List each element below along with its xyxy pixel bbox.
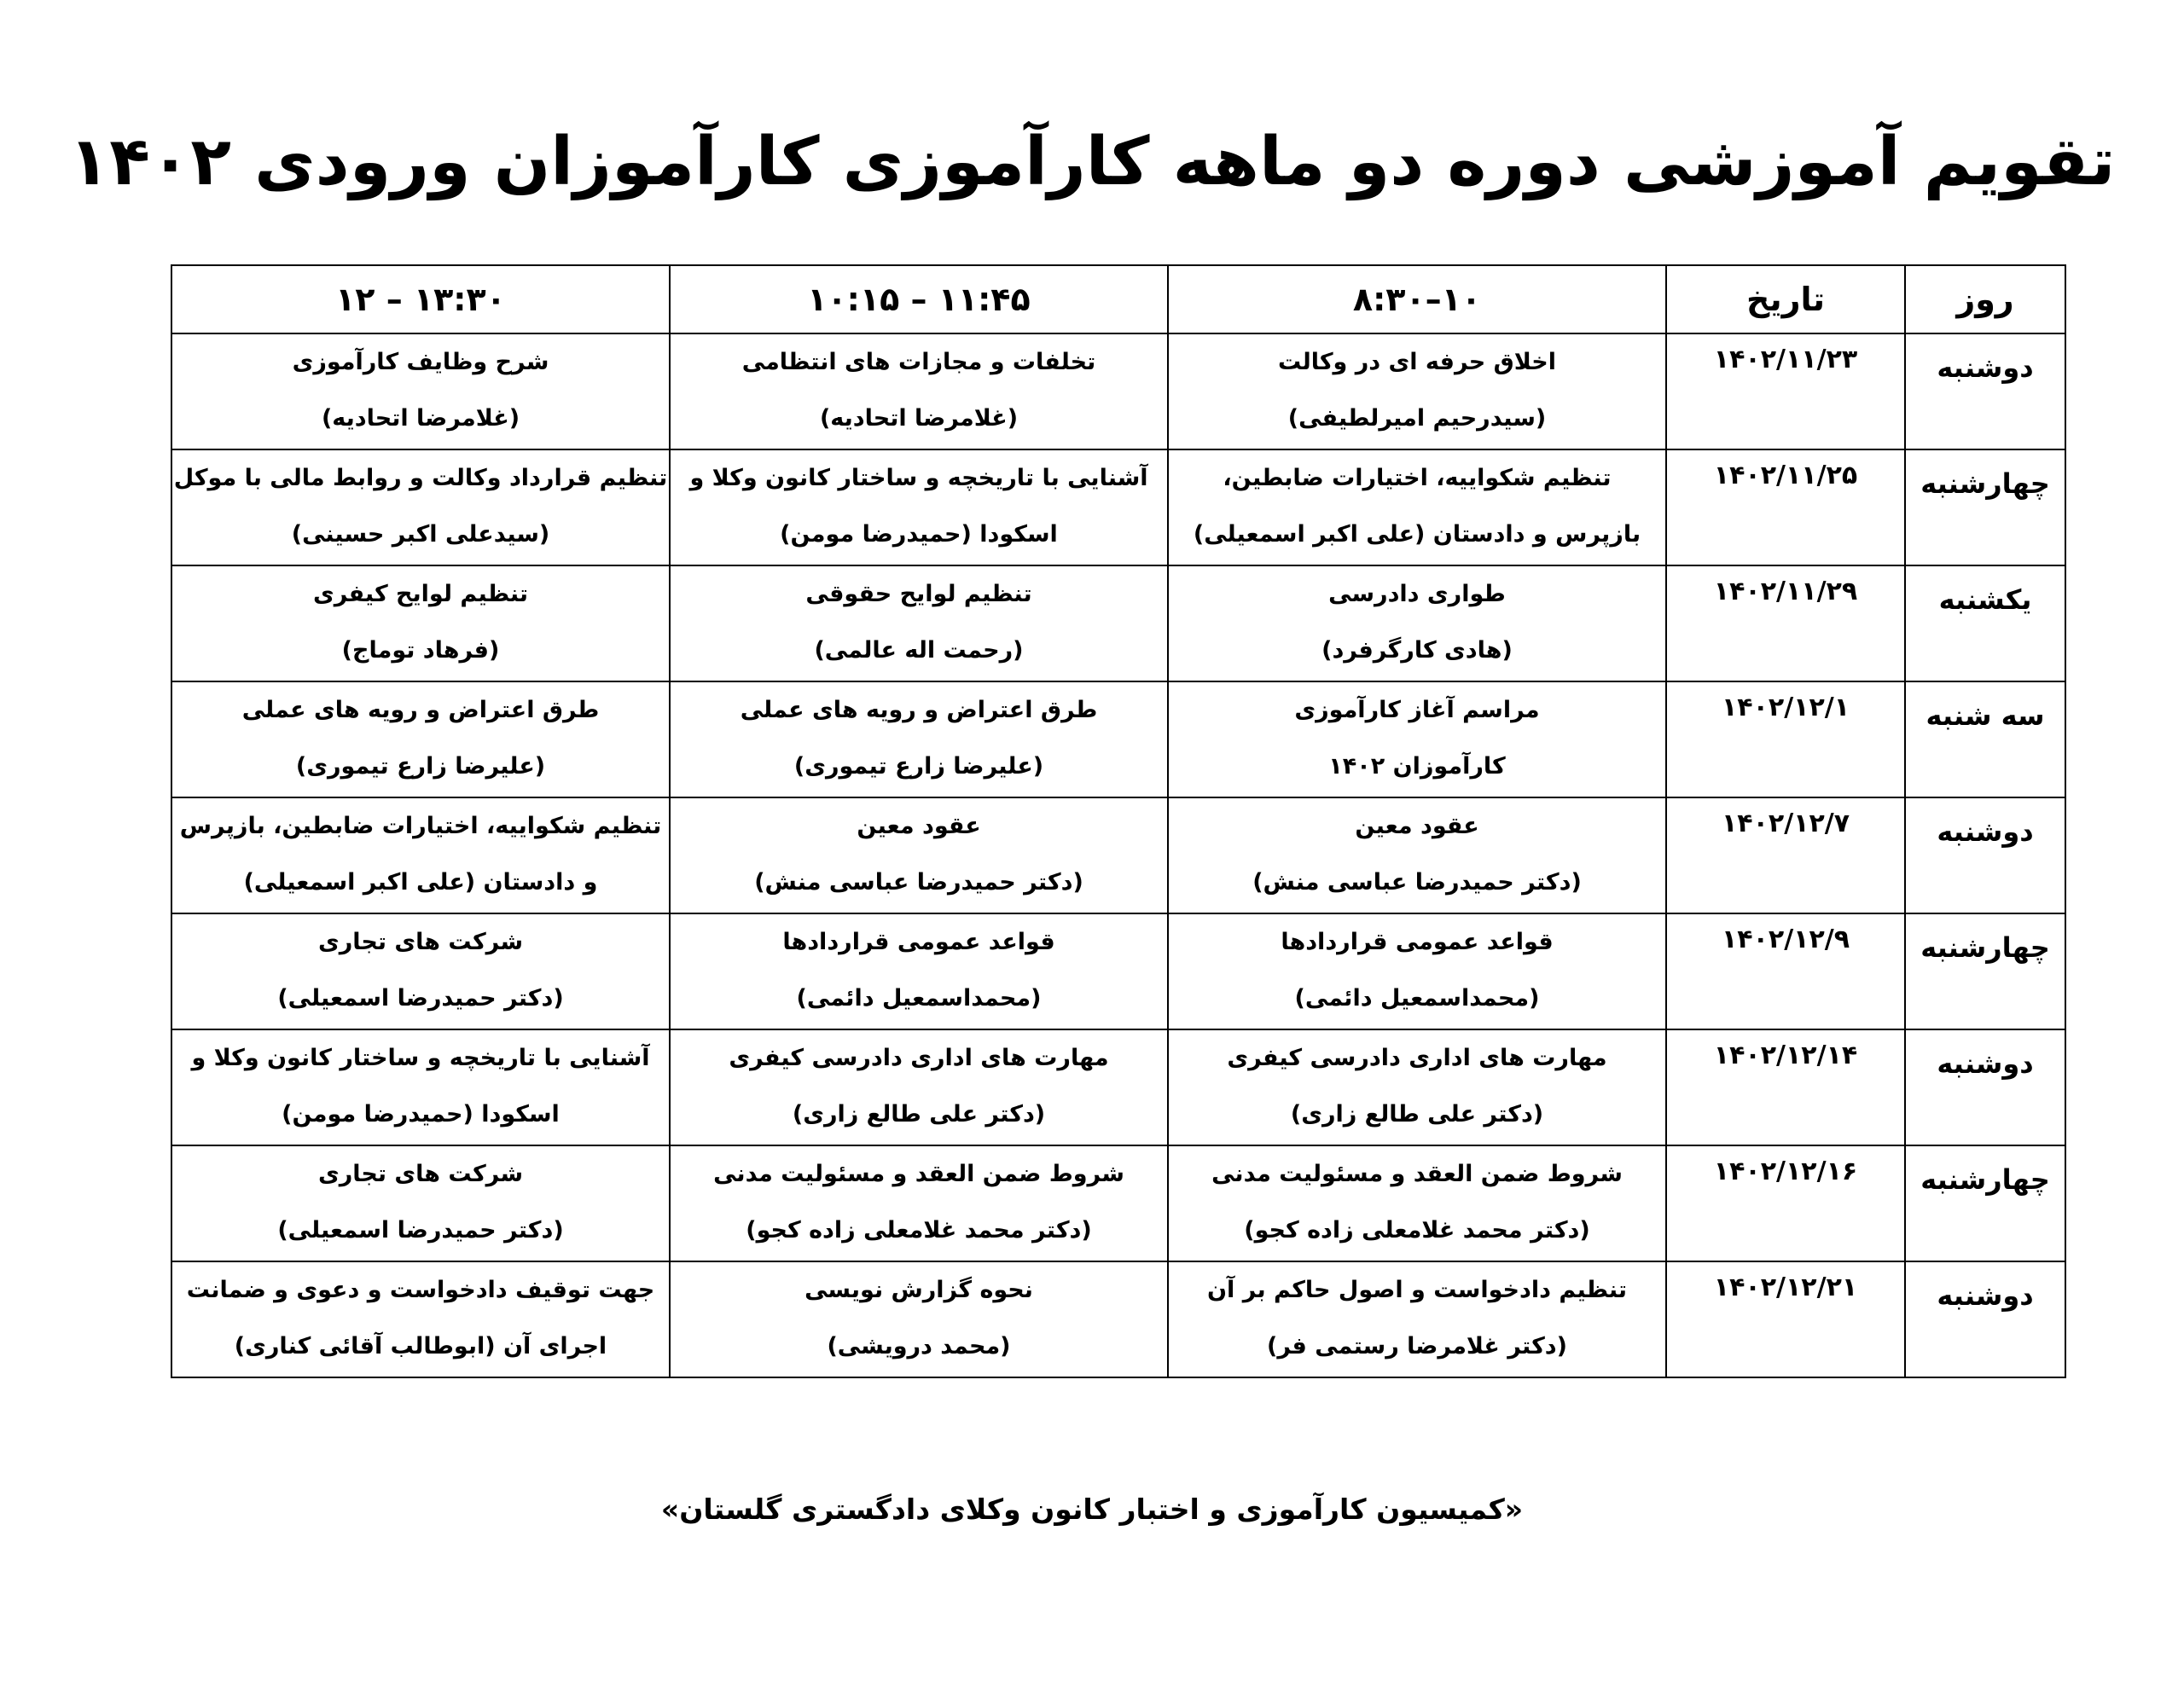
day-label: چهارشنبه — [1920, 467, 2050, 500]
day-label: دوشنبه — [1937, 1047, 2034, 1080]
day-cell — [1905, 333, 2065, 449]
session-cell-slot-2 — [670, 681, 1168, 797]
date-cell — [1666, 913, 1905, 1029]
session-cell-slot-1 — [1168, 449, 1666, 565]
session-topic: تنظیم شکواییه، اختیارات ضابطین، — [1223, 465, 1612, 491]
date-cell — [1666, 1029, 1905, 1145]
session-topic: طرق اعتراض و رویه های عملی — [740, 697, 1098, 723]
day-cell — [1905, 1145, 2065, 1261]
page-title: تقویم آموزشی دوره دو ماهه کارآموزی کارآموزان ورودی ۱۴۰۲ — [68, 124, 2116, 200]
session-instructor: اجرای آن (ابوطالب آقائی کناری) — [234, 1333, 607, 1359]
session-cell-slot-2 — [670, 1261, 1168, 1377]
session-instructor: (دکتر حمیدرضا عباسی منش) — [1252, 869, 1582, 896]
session-cell-slot-1 — [1168, 797, 1666, 913]
session-cell-slot-1 — [1168, 913, 1666, 1029]
date-cell — [1666, 449, 1905, 565]
session-topic: اخلاق حرفه ای در وکالت — [1277, 349, 1556, 375]
session-topic: شروط ضمن العقد و مسئولیت مدنی — [713, 1161, 1124, 1187]
date-cell — [1666, 797, 1905, 913]
day-label: چهارشنبه — [1920, 931, 2050, 964]
day-cell — [1905, 913, 2065, 1029]
session-cell-slot-3 — [171, 1261, 670, 1377]
date-label: ۱۴۰۲/۱۲/۲۱ — [1713, 1272, 1858, 1302]
session-instructor: کارآموزان ۱۴۰۲ — [1328, 753, 1506, 780]
day-label: دوشنبه — [1937, 815, 2034, 848]
session-topic: تنظیم لوایح حقوقی — [805, 581, 1032, 607]
header-slot-2-label: ۱۰:۱۵ – ۱۱:۴۵ — [807, 281, 1031, 318]
table-row — [171, 681, 2065, 797]
date-label: ۱۴۰۲/۱۱/۲۹ — [1713, 577, 1858, 606]
table-row — [171, 449, 2065, 565]
session-topic: مراسم آغاز کارآموزی — [1294, 697, 1540, 723]
day-cell — [1905, 565, 2065, 681]
table-row — [171, 1145, 2065, 1261]
session-cell-slot-3 — [171, 797, 670, 913]
date-cell — [1666, 333, 1905, 449]
schedule-body — [171, 333, 2065, 1377]
table-row — [171, 1261, 2065, 1377]
session-topic: طرق اعتراض و رویه های عملی — [241, 697, 600, 723]
session-topic: تنظیم لوایح کیفری — [312, 581, 529, 607]
session-instructor: و دادستان (علی اکبر اسمعیلی) — [243, 869, 598, 896]
date-label: ۱۴۰۲/۱۱/۲۳ — [1713, 345, 1858, 374]
session-cell-slot-3 — [171, 1029, 670, 1145]
day-cell — [1905, 1261, 2065, 1377]
session-topic: تنظیم دادخواست و اصول حاکم بر آن — [1207, 1277, 1627, 1303]
session-cell-slot-2 — [670, 913, 1168, 1029]
session-instructor: اسکودا (حمیدرضا مومن) — [780, 521, 1058, 548]
date-cell — [1666, 1261, 1905, 1377]
header-date: تاریخ — [1666, 265, 1905, 333]
session-instructor: (دکتر حمیدرضا اسمعیلی) — [277, 1217, 564, 1244]
date-label: ۱۴۰۲/۱۲/۷ — [1721, 809, 1850, 838]
header-slot-1-label: ۸:۳۰–۱۰ — [1352, 281, 1482, 318]
session-instructor: (محمد درویشی) — [827, 1333, 1011, 1359]
session-cell-slot-2 — [670, 1145, 1168, 1261]
table-row — [171, 333, 2065, 449]
table-row — [171, 913, 2065, 1029]
session-topic: قواعد عمومی قراردادها — [1281, 929, 1554, 955]
header-slot-3-label: ۱۲ – ۱۳:۳۰ — [335, 281, 506, 318]
session-cell-slot-1 — [1168, 681, 1666, 797]
header-slot-2 — [670, 265, 1168, 333]
header-row — [171, 265, 2065, 333]
session-topic: تخلفات و مجازات های انتظامی — [741, 349, 1096, 375]
session-cell-slot-1 — [1168, 565, 1666, 681]
session-instructor: اسکودا (حمیدرضا مومن) — [282, 1101, 560, 1128]
session-cell-slot-2 — [670, 565, 1168, 681]
session-instructor: (فرهاد توماج) — [341, 637, 500, 664]
session-instructor: (علیرضا زارع تیموری) — [295, 753, 546, 780]
date-label: ۱۴۰۲/۱۲/۱ — [1721, 693, 1850, 722]
footer-signature: «کمیسیون کارآموزی و اختبار کانون وکلای دادگستری گلستان» — [660, 1493, 1524, 1526]
session-instructor: (غلامرضا اتحادیه) — [321, 405, 520, 432]
session-cell-slot-3 — [171, 913, 670, 1029]
session-cell-slot-3 — [171, 333, 670, 449]
session-cell-slot-3 — [171, 565, 670, 681]
session-topic: شروط ضمن العقد و مسئولیت مدنی — [1211, 1161, 1623, 1187]
session-instructor: (محمداسمعیل دائمی) — [796, 985, 1042, 1012]
header-slot-1 — [1168, 265, 1666, 333]
date-label: ۱۴۰۲/۱۲/۱۴ — [1713, 1041, 1858, 1070]
date-cell — [1666, 565, 1905, 681]
session-topic: طواری دادرسی — [1328, 581, 1506, 607]
session-instructor: (دکتر حمیدرضا عباسی منش) — [754, 869, 1083, 896]
header-slot-3 — [171, 265, 670, 333]
session-instructor: (غلامرضا اتحادیه) — [819, 405, 1019, 432]
session-instructor: (دکتر محمد غلامعلی زاده کجو) — [746, 1217, 1092, 1244]
session-topic: نحوه گزارش نویسی — [804, 1277, 1033, 1303]
session-cell-slot-3 — [171, 1145, 670, 1261]
session-cell-slot-1 — [1168, 1261, 1666, 1377]
session-instructor: (دکتر حمیدرضا اسمعیلی) — [277, 985, 564, 1012]
day-cell — [1905, 449, 2065, 565]
day-cell — [1905, 797, 2065, 913]
session-topic: عقود معین — [857, 813, 981, 839]
session-cell-slot-1 — [1168, 333, 1666, 449]
session-instructor: (سیدرحیم امیرلطیفی) — [1287, 405, 1547, 432]
day-label: یکشنبه — [1938, 583, 2032, 616]
session-instructor: (دکتر محمد غلامعلی زاده کجو) — [1244, 1217, 1590, 1244]
table-row — [171, 797, 2065, 913]
schedule-header — [171, 265, 2065, 333]
session-instructor: (دکتر غلامرضا رستمی فر) — [1267, 1333, 1567, 1359]
session-instructor: (هادی کارگرفرد) — [1321, 637, 1513, 664]
session-cell-slot-3 — [171, 449, 670, 565]
session-cell-slot-1 — [1168, 1029, 1666, 1145]
session-instructor: (رحمت اله عالمی) — [814, 637, 1024, 664]
session-cell-slot-1 — [1168, 1145, 1666, 1261]
session-topic: عقود معین — [1355, 813, 1479, 839]
date-cell — [1666, 681, 1905, 797]
session-instructor: (علیرضا زارع تیموری) — [793, 753, 1044, 780]
session-instructor: (محمداسمعیل دائمی) — [1294, 985, 1540, 1012]
session-cell-slot-2 — [670, 797, 1168, 913]
date-label: ۱۴۰۲/۱۱/۲۵ — [1713, 461, 1858, 490]
date-cell — [1666, 1145, 1905, 1261]
day-label: چهارشنبه — [1920, 1163, 2050, 1196]
session-instructor: (دکتر علی طالع زاری) — [792, 1101, 1046, 1128]
session-topic: شرح وظایف کارآموزی — [292, 349, 549, 375]
session-topic: شرکت های تجاری — [317, 929, 524, 955]
header-day: روز — [1905, 265, 2065, 333]
session-topic: مهارت های اداری دادرسی کیفری — [1227, 1045, 1607, 1071]
session-cell-slot-2 — [670, 333, 1168, 449]
date-label: ۱۴۰۲/۱۲/۹ — [1721, 925, 1850, 954]
session-topic: تنظیم شکواییه، اختیارات ضابطین، بازپرس — [179, 813, 662, 839]
table-row — [171, 565, 2065, 681]
day-label: دوشنبه — [1937, 1279, 2034, 1312]
day-cell — [1905, 1029, 2065, 1145]
session-topic: قواعد عمومی قراردادها — [782, 929, 1055, 955]
session-topic: شرکت های تجاری — [317, 1161, 524, 1187]
day-label: سه شنبه — [1926, 699, 2045, 732]
session-topic: مهارت های اداری دادرسی کیفری — [729, 1045, 1109, 1071]
session-instructor: (سیدعلی اکبر حسینی) — [291, 521, 550, 548]
table-row — [171, 1029, 2065, 1145]
session-topic: جهت توقیف دادخواست و دعوی و ضمانت — [186, 1277, 655, 1303]
session-instructor: بازپرس و دادستان (علی اکبر اسمعیلی) — [1193, 521, 1641, 548]
session-cell-slot-2 — [670, 1029, 1168, 1145]
date-label: ۱۴۰۲/۱۲/۱۶ — [1713, 1157, 1858, 1186]
session-topic: آشنایی با تاریخچه و ساختار کانون وکلا و — [191, 1045, 650, 1071]
day-label: دوشنبه — [1937, 351, 2034, 384]
day-cell — [1905, 681, 2065, 797]
session-topic: آشنایی با تاریخچه و ساختار کانون وکلا و — [689, 465, 1148, 491]
session-cell-slot-3 — [171, 681, 670, 797]
schedule-table — [171, 264, 2066, 1378]
session-topic: تنظیم قرارداد وکالت و روابط مالی با موکل — [173, 465, 668, 491]
session-instructor: (دکتر علی طالع زاری) — [1290, 1101, 1544, 1128]
session-cell-slot-2 — [670, 449, 1168, 565]
